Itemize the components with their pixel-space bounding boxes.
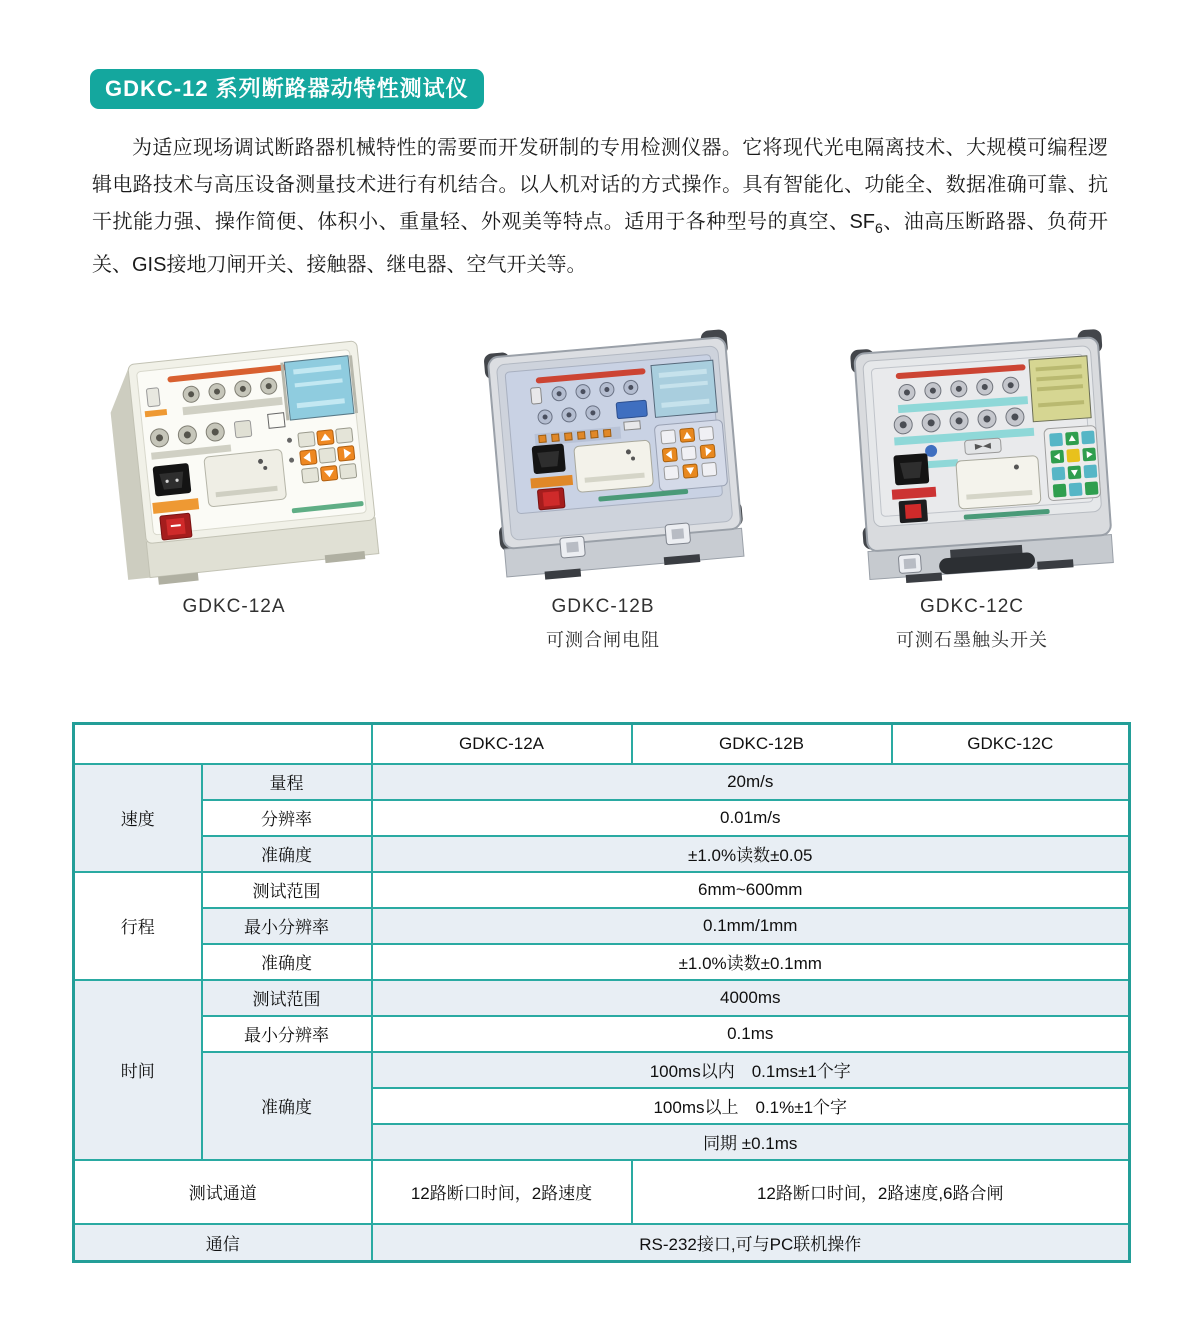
time-range-label: 测试范围 <box>202 980 372 1016</box>
power-switch <box>899 499 928 523</box>
col-header-gdkc-12c: GDKC-12C <box>892 724 1130 764</box>
product-figure-gdkc-12c <box>813 318 1131 652</box>
speed-range-value: 20m/s <box>372 764 1130 800</box>
time-resolution-value: 0.1ms <box>372 1016 1130 1052</box>
product-photo-gdkc-12c <box>813 318 1131 586</box>
time-resolution-label: 最小分辨率 <box>202 1016 372 1052</box>
case-latch <box>898 554 921 573</box>
lcd-screen <box>1029 356 1091 422</box>
comm-value: RS-232接口,可与PC联机操作 <box>372 1224 1130 1262</box>
product-model-gdkc-12b: GDKC-12B <box>551 596 655 617</box>
table-corner-cell <box>74 724 372 764</box>
channels-label: 测试通道 <box>74 1160 372 1224</box>
power-switch <box>160 513 192 540</box>
product-note-gdkc-12a <box>75 626 393 648</box>
col-header-gdkc-12b: GDKC-12B <box>632 724 892 764</box>
group-time: 时间 <box>74 980 202 1160</box>
travel-range-value: 6mm~600mm <box>372 872 1130 908</box>
group-travel: 行程 <box>74 872 202 980</box>
time-accuracy-label: 准确度 <box>202 1052 372 1160</box>
arrow-keypad <box>654 420 727 492</box>
sf6-subscript: 6 <box>875 220 883 236</box>
product-note-gdkc-12b: 可测合闸电阻 <box>546 630 660 650</box>
travel-accuracy-label: 准确度 <box>202 944 372 980</box>
spec-table-section <box>72 722 1131 1263</box>
product-figure-gdkc-12a <box>75 318 393 652</box>
intro-text-2: 、油高压断路器、负荷开关、GIS接地刀闸开关、接触器、继电器、空气开关等。 <box>92 211 1109 276</box>
speed-resolution-value: 0.01m/s <box>372 800 1130 836</box>
travel-range-label: 测试范围 <box>202 872 372 908</box>
power-inlet <box>893 453 929 485</box>
product-note-gdkc-12c: 可测石墨触头开关 <box>896 630 1048 650</box>
intro-paragraph <box>92 130 1108 284</box>
time-range-value: 4000ms <box>372 980 1130 1016</box>
power-switch <box>537 488 565 510</box>
comm-label: 通信 <box>74 1224 372 1262</box>
time-accuracy-sync: 同期 ±0.1ms <box>372 1124 1130 1160</box>
time-accuracy-over-100ms: 100ms以上 0.1%±1个字 <box>372 1088 1130 1124</box>
travel-resolution-label: 最小分辨率 <box>202 908 372 944</box>
arrow-keypad <box>1044 425 1101 500</box>
printer <box>204 449 287 507</box>
lcd-screen <box>651 360 717 417</box>
bowtie-icon <box>964 438 1001 454</box>
travel-resolution-value: 0.1mm/1mm <box>372 908 1130 944</box>
power-inlet <box>153 463 192 497</box>
product-photo-gdkc-12a <box>75 318 393 586</box>
speed-resolution-label: 分辨率 <box>202 800 372 836</box>
product-model-gdkc-12a: GDKC-12A <box>182 596 286 617</box>
power-inlet <box>532 444 566 475</box>
col-header-gdkc-12a: GDKC-12A <box>372 724 632 764</box>
channels-gdkc-12b-12c: 12路断口时间，2路速度,6路合闸 <box>632 1160 1130 1224</box>
travel-accuracy-value: ±1.0%读数±0.1mm <box>372 944 1130 980</box>
product-photo-gdkc-12b <box>444 318 762 586</box>
channels-gdkc-12a: 12路断口时间，2路速度 <box>372 1160 632 1224</box>
intro-text-1: 为适应现场调试断路器机械特性的需要而开发研制的专用检测仪器。它将现代光电隔离技术、大规模可编程逻辑电路技术与高压设备测量技术进行有机结合。以人机对话的方式操作。具有智能化、功能全、数据准确可靠、抗干扰能力强、操作简便、体积小、重量轻、外观美等特点。适用于各种型号的真空、SF <box>92 137 1108 233</box>
lcd-screen <box>280 355 358 420</box>
speed-accuracy-label: 准确度 <box>202 836 372 872</box>
speed-range-label: 量程 <box>202 764 372 800</box>
speed-accuracy-value: ±1.0%读数±0.05 <box>372 836 1130 872</box>
product-figure-gdkc-12b <box>444 318 762 652</box>
printer <box>574 440 654 492</box>
product-gallery <box>75 318 1131 652</box>
group-speed: 速度 <box>74 764 202 872</box>
product-model-gdkc-12c: GDKC-12C <box>919 596 1025 617</box>
printer <box>956 456 1041 510</box>
spec-table <box>72 722 1131 1263</box>
page-title: GDKC-12 系列断路器动特性测试仪 <box>90 69 484 109</box>
time-accuracy-under-100ms: 100ms以内 0.1ms±1个字 <box>372 1052 1130 1088</box>
